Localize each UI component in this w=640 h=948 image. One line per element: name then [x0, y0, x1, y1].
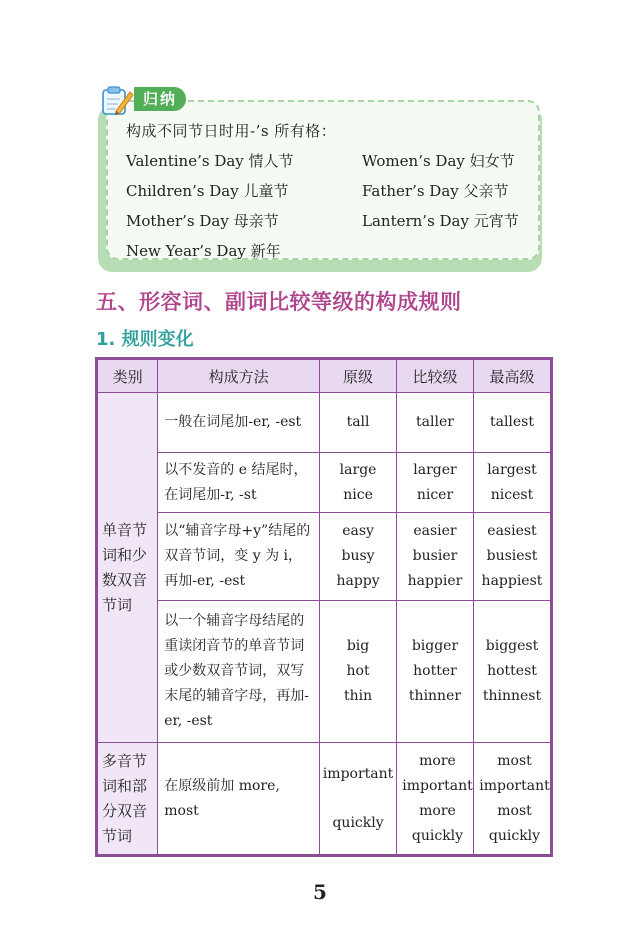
word: largest — [487, 461, 537, 478]
table-row — [97, 601, 552, 743]
word: easier — [413, 523, 457, 539]
comparison-rules-table — [95, 357, 553, 857]
word: important — [402, 777, 473, 794]
word: more — [419, 752, 456, 769]
word: happy — [336, 573, 380, 589]
table-header: 原级 — [320, 359, 397, 393]
word: easiest — [487, 523, 537, 539]
word: busier — [412, 548, 458, 564]
word: thin — [343, 688, 373, 704]
positive-cell — [320, 513, 397, 601]
word: most — [497, 802, 532, 819]
word: important — [479, 777, 550, 794]
word: quickly — [332, 814, 384, 831]
word: big — [346, 638, 370, 654]
positive-cell — [320, 743, 397, 856]
table-header: 比较级 — [397, 359, 474, 393]
table-header: 类别 — [97, 359, 158, 393]
table-row — [97, 743, 552, 856]
method-cell: 以一个辅音字母结尾的重读闭音节的单音节词或少数双音节词，双写末尾的辅音字母，再加-er, -est — [158, 601, 320, 743]
subsection-title: 1. 规则变化 — [96, 329, 194, 350]
word: thinnest — [482, 688, 542, 704]
superlative-cell — [473, 743, 551, 856]
table-header-row — [97, 359, 552, 393]
positive-cell — [320, 393, 397, 453]
summary-item: Lantern’s Day 元宵节 — [362, 212, 519, 230]
word: important — [322, 765, 394, 782]
superlative-cell — [473, 601, 551, 743]
word: taller — [416, 414, 454, 430]
word: tall — [346, 414, 370, 430]
word: busy — [341, 548, 375, 564]
word: quickly — [488, 827, 541, 844]
word: hotter — [413, 663, 457, 679]
comparative-cell — [397, 453, 474, 513]
summary-item: Valentine’s Day 情人节 — [126, 152, 294, 170]
summary-item: Children’s Day 儿童节 — [126, 182, 289, 200]
word: happier — [407, 573, 463, 589]
table-header: 构成方法 — [158, 359, 320, 393]
comparative-cell — [397, 601, 474, 743]
summary-item: Father’s Day 父亲节 — [362, 182, 509, 200]
method-cell: 以“辅音字母+y”结尾的双音节词，变 y 为 i，再加-er, -est — [158, 513, 320, 601]
word: thinner — [408, 688, 462, 704]
summary-lead: 构成不同节日时用-’s 所有格： — [126, 122, 337, 140]
word: most — [497, 752, 532, 769]
word: happiest — [481, 573, 543, 589]
positive-cell — [320, 453, 397, 513]
word: larger — [413, 461, 457, 478]
method-cell: 一般在词尾加-er, -est — [158, 393, 320, 453]
word: more — [419, 802, 456, 819]
table-row — [97, 513, 552, 601]
word: nice — [343, 486, 373, 503]
word: bigger — [411, 638, 459, 654]
summary-badge — [100, 84, 190, 112]
summary-badge-label: 归纳 — [134, 87, 186, 111]
comparative-cell — [397, 513, 474, 601]
method-cell: 在原级前加 more, most — [158, 743, 320, 856]
word: hot — [346, 663, 370, 679]
word: nicest — [490, 486, 534, 503]
superlative-cell — [473, 453, 551, 513]
summary-item: New Year’s Day 新年 — [126, 242, 281, 260]
table-row — [97, 393, 552, 453]
summary-item: Mother’s Day 母亲节 — [126, 212, 279, 230]
table-header: 最高级 — [473, 359, 551, 393]
word: tallest — [489, 414, 534, 430]
word: large — [339, 461, 377, 478]
section-title: 五、形容词、副词比较等级的构成规则 — [96, 290, 462, 314]
word: quickly — [411, 827, 464, 844]
superlative-cell — [473, 513, 551, 601]
comparative-cell — [397, 743, 474, 856]
method-cell: 以不发音的 e 结尾时，在词尾加-r, -st — [158, 453, 320, 513]
notepad-pencil-icon — [100, 84, 134, 116]
superlative-cell — [473, 393, 551, 453]
positive-cell — [320, 601, 397, 743]
word: biggest — [485, 638, 539, 654]
category-cell: 单音节词和少数双音节词 — [97, 393, 158, 743]
word: busiest — [486, 548, 538, 564]
comparative-cell — [397, 393, 474, 453]
word: easy — [342, 523, 374, 539]
table-row — [97, 453, 552, 513]
word: hottest — [487, 663, 537, 679]
word: nicer — [416, 486, 454, 503]
page-number: 5 — [313, 880, 327, 904]
summary-item: Women’s Day 妇女节 — [362, 152, 515, 170]
category-cell: 多音节词和部分双音节词 — [97, 743, 158, 856]
